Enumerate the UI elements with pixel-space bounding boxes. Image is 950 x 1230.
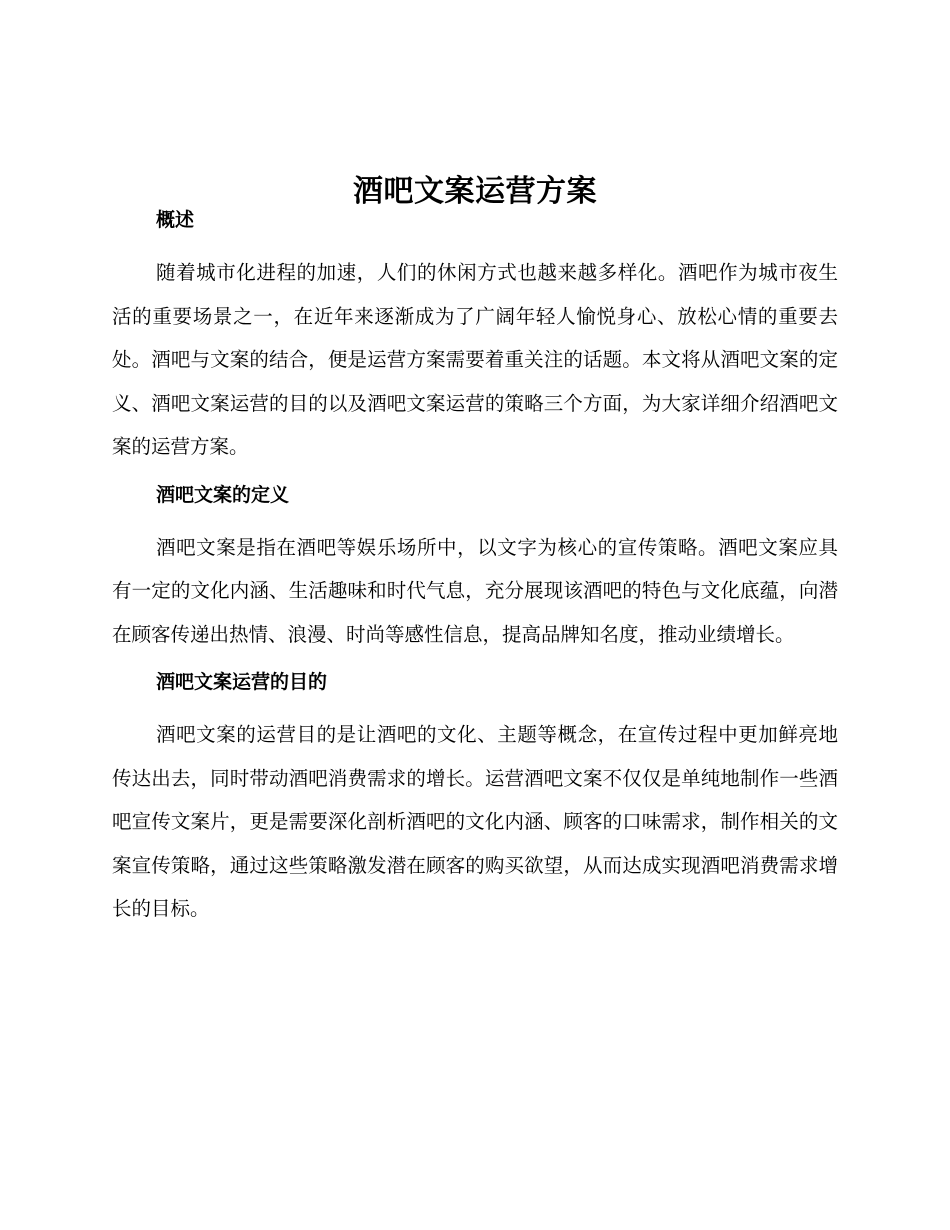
section-heading-overview: 概述 <box>156 209 195 231</box>
section-overview <box>112 200 838 469</box>
section-heading-purpose: 酒吧文案运营的目的 <box>156 671 328 693</box>
section-paragraph-definition: 酒吧文案是指在酒吧等娱乐场所中，以文字为核心的宣传策略。酒吧文案应具有一定的文化内涵、生活趣味和时代气息，充分展现该酒吧的特色与文化底蕴，向潜在顾客传递出热情、浪漫、时尚等感性信息，提高品牌知名度，推动业绩增长。 <box>112 535 838 646</box>
section-paragraph-overview: 随着城市化进程的加速，人们的休闲方式也越来越多样化。酒吧作为城市夜生活的重要场景之一，在近年来逐渐成为了广阔年轻人愉悦身心、放松心情的重要去处。酒吧与文案的结合，便是运营方案需要着重关注的话题。本文将从酒吧文案的定义、酒吧文案运营的目的以及酒吧文案运营的策略三个方面，为大家详细介绍酒吧文案的运营方案。 <box>112 261 838 458</box>
section-definition <box>112 475 838 657</box>
document-body <box>112 200 838 931</box>
document-title: 酒吧文案运营方案 <box>353 174 597 210</box>
section-paragraph-purpose: 酒吧文案的运营目的是让酒吧的文化、主题等概念，在宣传过程中更加鲜亮地传达出去，同时带动酒吧消费需求的增长。运营酒吧文案不仅仅是单纯地制作一些酒吧宣传文案片，更是需要深化剖析酒吧的文化内涵、顾客的口味需求，制作相关的文案宣传策略，通过这些策略激发潜在顾客的购买欲望，从而达成实现酒吧消费需求增长的目标。 <box>112 723 838 920</box>
section-heading-definition: 酒吧文案的定义 <box>156 483 290 506</box>
section-purpose <box>112 662 838 931</box>
